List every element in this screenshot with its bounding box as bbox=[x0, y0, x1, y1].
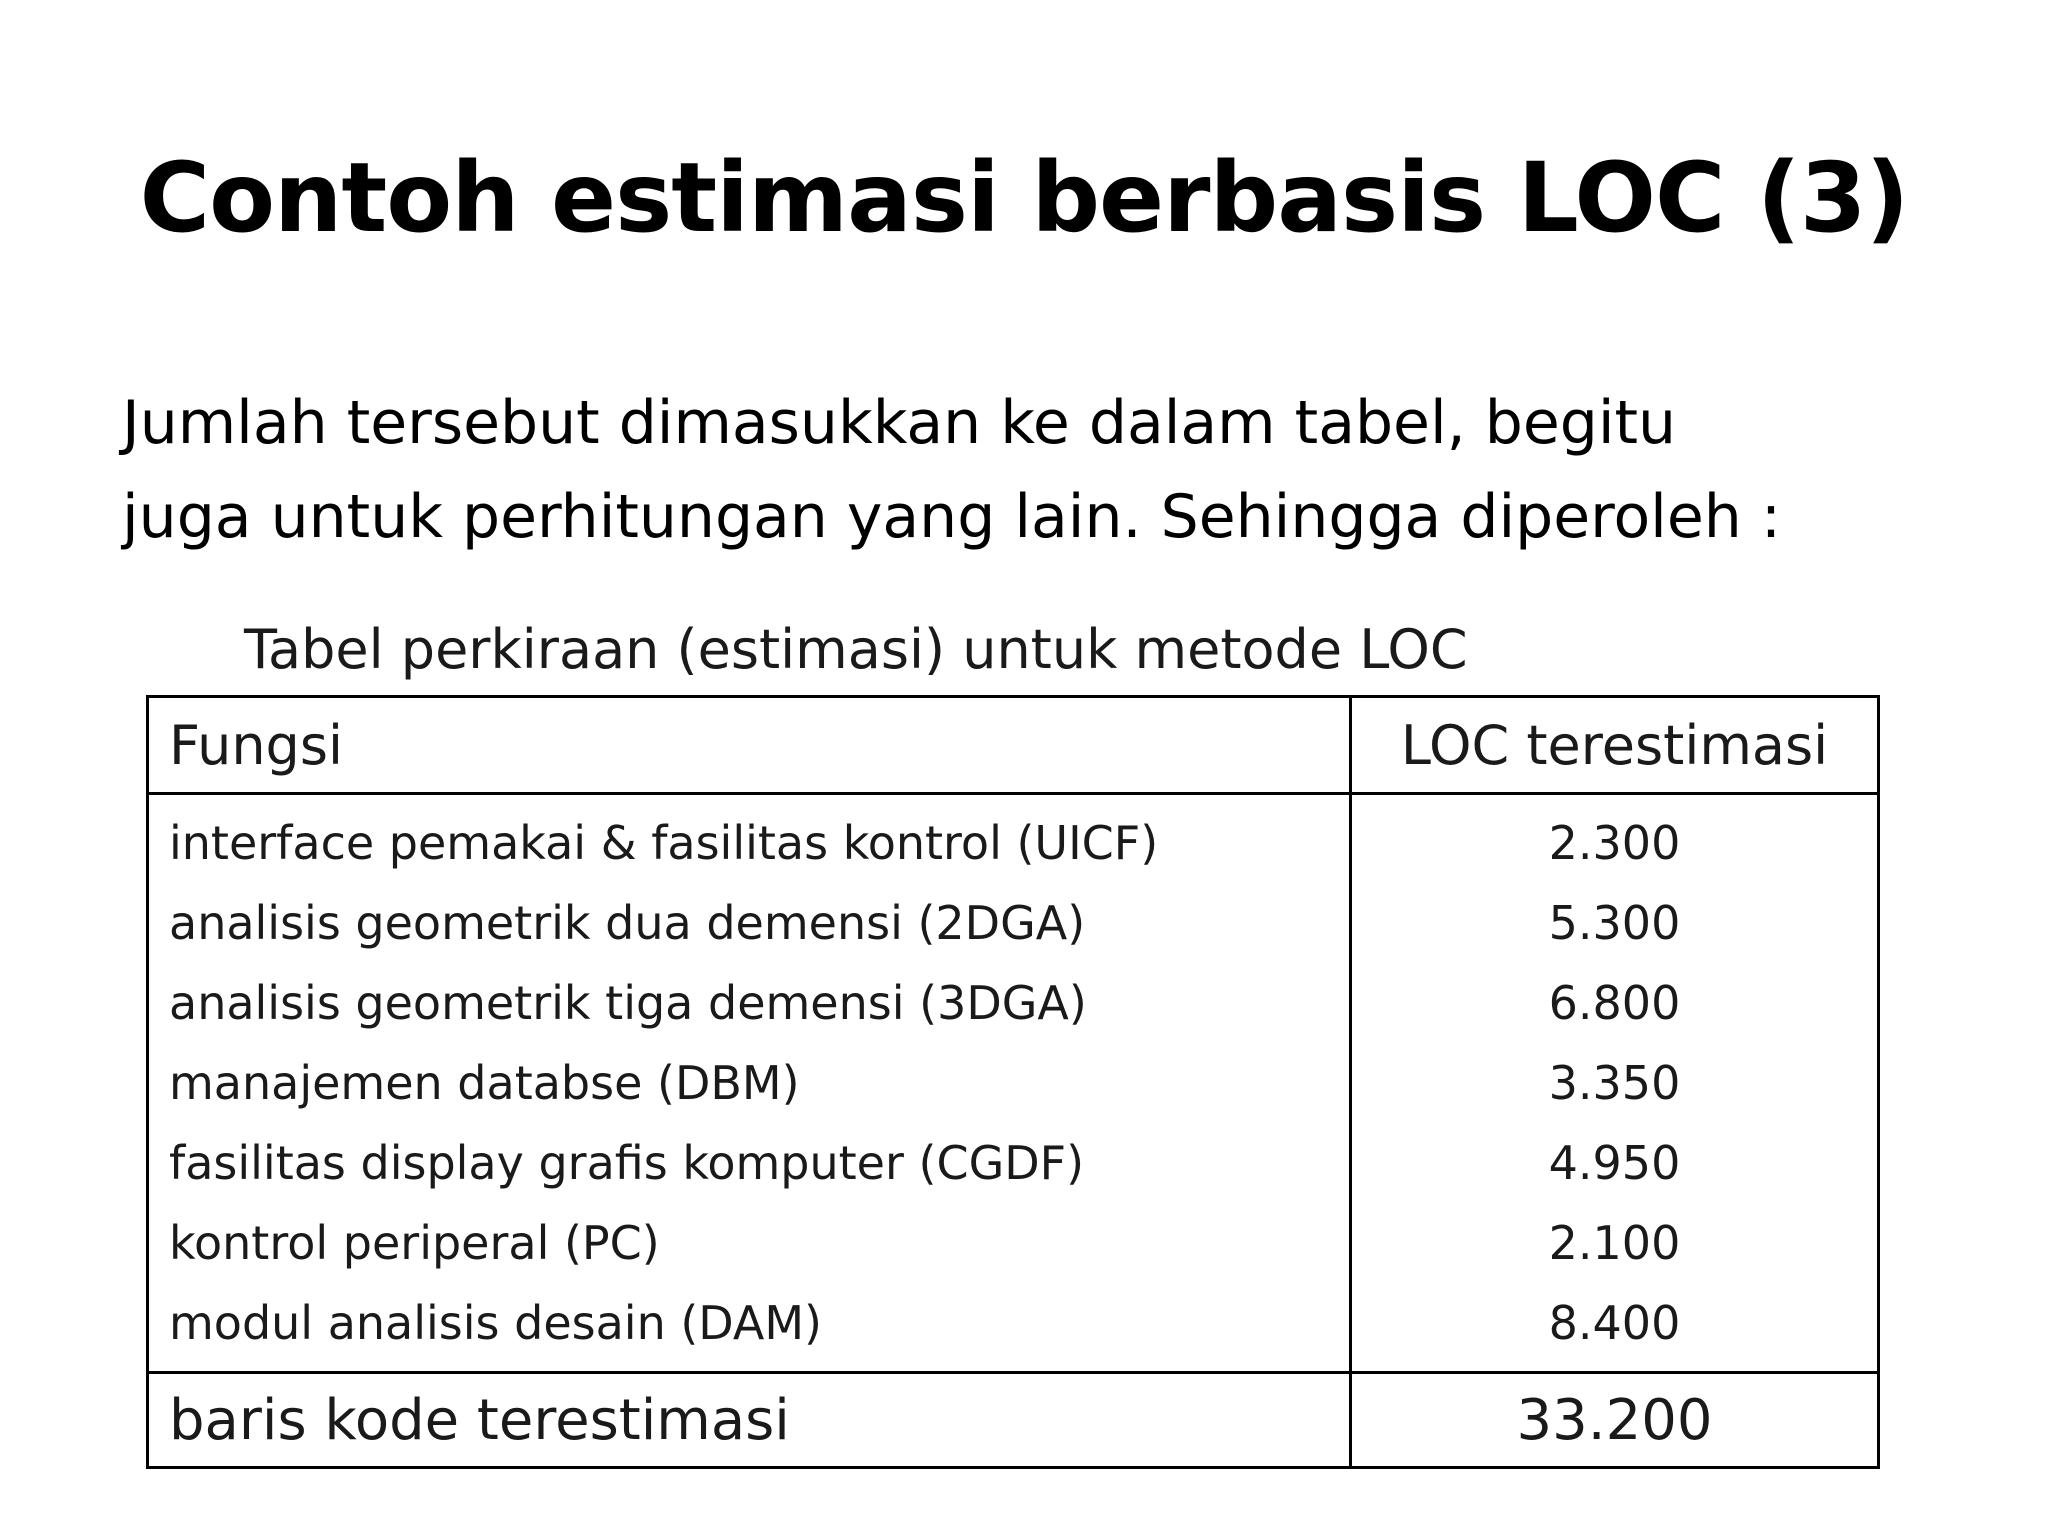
total-value: 33.200 bbox=[1351, 1373, 1879, 1468]
header-fungsi: Fungsi bbox=[148, 697, 1351, 794]
header-loc: LOC terestimasi bbox=[1351, 697, 1879, 794]
table-row bbox=[148, 1043, 1879, 1123]
cell-loc: 4.950 bbox=[1351, 1123, 1879, 1203]
cell-loc: 8.400 bbox=[1351, 1283, 1879, 1373]
slide-title: Contoh estimasi berbasis LOC (3) bbox=[139, 142, 1909, 254]
table-row bbox=[148, 1123, 1879, 1203]
table-total-row bbox=[148, 1373, 1879, 1468]
slide-body bbox=[122, 376, 1972, 564]
cell-loc: 5.300 bbox=[1351, 883, 1879, 963]
cell-loc: 3.350 bbox=[1351, 1043, 1879, 1123]
cell-fungsi: manajemen databse (DBM) bbox=[148, 1043, 1351, 1123]
cell-fungsi: fasilitas display grafis komputer (CGDF) bbox=[148, 1123, 1351, 1203]
cell-fungsi: kontrol periperal (PC) bbox=[148, 1203, 1351, 1283]
cell-fungsi: analisis geometrik dua demensi (2DGA) bbox=[148, 883, 1351, 963]
cell-fungsi: analisis geometrik tiga demensi (3DGA) bbox=[148, 963, 1351, 1043]
total-label: baris kode terestimasi bbox=[148, 1373, 1351, 1468]
table-row bbox=[148, 794, 1879, 884]
cell-fungsi: modul analisis desain (DAM) bbox=[148, 1283, 1351, 1373]
table-row bbox=[148, 1203, 1879, 1283]
table-row bbox=[148, 963, 1879, 1043]
table-row bbox=[148, 883, 1879, 963]
cell-loc: 6.800 bbox=[1351, 963, 1879, 1043]
cell-loc: 2.100 bbox=[1351, 1203, 1879, 1283]
table-caption: Tabel perkiraan (estimasi) untuk metode LOC bbox=[244, 618, 1468, 681]
table-header-row bbox=[148, 697, 1879, 794]
cell-loc: 2.300 bbox=[1351, 794, 1879, 884]
body-line: Jumlah tersebut dimasukkan ke dalam tabel, begitu bbox=[122, 388, 1677, 458]
body-line: juga untuk perhitungan yang lain. Sehingga diperoleh : bbox=[122, 482, 1782, 552]
table-row bbox=[148, 1283, 1879, 1373]
loc-estimation-table bbox=[146, 695, 1880, 1469]
cell-fungsi: interface pemakai & fasilitas kontrol (UICF) bbox=[148, 794, 1351, 884]
